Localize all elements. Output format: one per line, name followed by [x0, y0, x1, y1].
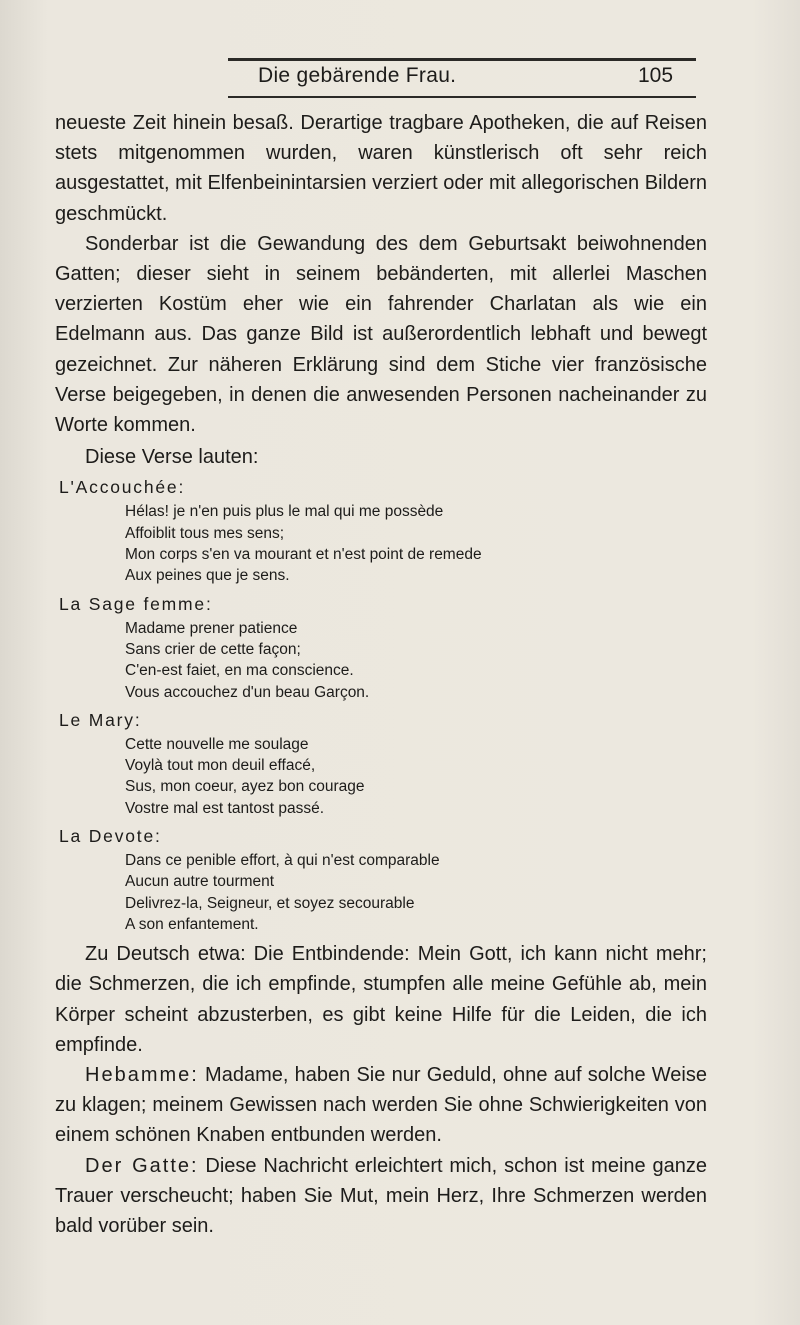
paragraph-1: neueste Zeit hinein besaß. Derartige tragbare Apotheken, die auf Reisen stets mitgenommen wurden, waren künstlerisch oft sehr reich ausgestattet, mit Elfenbeinintarsien verziert oder mit allegorischen Bildern geschmückt.	[55, 112, 707, 225]
verse-line: Mon corps s'en va mourant et n'est point de remede	[125, 546, 482, 564]
verse-line: C'en-est faiet, en ma conscience.	[125, 662, 354, 680]
verse-line: Sans crier de cette façon;	[125, 640, 301, 658]
verse-speaker-mary: Le Mary:	[59, 709, 142, 730]
verse-stanza-devote	[55, 850, 707, 935]
verse-line: Vous accouchez d'un beau Garçon.	[125, 683, 370, 701]
verse-line: Dans ce penible effort, à qui n'est comparable	[125, 852, 440, 869]
page-number: 105	[638, 64, 674, 87]
running-head: Die gebärende Frau.	[258, 64, 457, 87]
verse-line: Hélas! je n'en puis plus le mal qui me possède	[125, 503, 444, 521]
verse-stanza-mary	[55, 734, 707, 819]
verse-line: Sus, mon coeur, ayez bon courage	[125, 778, 365, 796]
verse-line: Aucun autre tourment	[125, 873, 275, 891]
header-rule-bottom	[228, 96, 696, 98]
paragraph-hebamme-text: Madame, haben Sie nur Geduld, ohne auf solche Weise zu klagen; meinem Gewissen nach werden Sie ohne Schwierigkeiten von einem schönen Knaben entbunden werden.	[55, 1064, 707, 1147]
verse-line: Vostre mal est tantost passé.	[125, 799, 325, 817]
paragraph-hebamme	[55, 1060, 707, 1151]
verse-line: Voylà tout mon deuil effacé,	[125, 757, 316, 775]
speaker-label-hebamme: Hebamme:	[85, 1064, 199, 1086]
verse-line: Cette nouvelle me soulage	[125, 735, 309, 753]
verse-line: Delivrez-la, Seigneur, et soyez secourable	[125, 894, 415, 912]
paragraph-verses-intro: Diese Verse lauten:	[85, 446, 259, 469]
paragraph-translation: Zu Deutsch etwa: Die Entbindende: Mein Gott, ich kann nicht mehr; die Schmerzen, die ich empfinde, stumpfen alle meine Gefühle ab, mein Körper scheint abzusterben, es gibt keine Hilfe für die Leiden, die ich empfinde.	[55, 943, 707, 1056]
verse-line: Affoiblit tous mes sens;	[125, 524, 285, 542]
verse-stanza-sage-femme	[55, 618, 707, 703]
paragraph-gatte	[55, 1151, 707, 1242]
verse-line: Madame prener patience	[125, 619, 298, 637]
paragraph-2: Sonderbar ist die Gewandung des dem Geburtsakt beiwohnenden Gatten; dieser sieht in seinem bebänderten, mit allerlei Maschen verzierten Kostüm eher wie ein fahrender Charlatan als wie ein Edelmann aus. Das ganze Bild ist außerordentlich lebhaft und bewegt gezeichnet. Zur näheren Erklärung sind dem Stiche vier französische Verse beigegeben, in denen die anwesenden Personen nacheinander zu Worte kommen.	[55, 232, 707, 437]
speaker-label-gatte: Der Gatte:	[85, 1154, 199, 1177]
verse-speaker-accouchee: L'Accouchée:	[59, 477, 186, 498]
verse-speaker-devote: La Devote:	[59, 826, 162, 846]
verse-line: Aux peines que je sens.	[125, 567, 290, 585]
verse-speaker-sage-femme: La Sage femme:	[59, 593, 213, 614]
verse-block	[55, 474, 707, 935]
body-text	[55, 108, 707, 1241]
verse-stanza-accouchee	[55, 501, 707, 586]
header-rule-top	[228, 58, 696, 61]
verse-line: A son enfantement.	[125, 915, 259, 933]
paragraph-gatte-text: Diese Nachricht erleichtert mich, schon ist meine ganze Trauer verscheucht; haben Sie Mut, mein Herz, Ihre Schmerzen werden bald vorüber sein.	[55, 1154, 707, 1238]
